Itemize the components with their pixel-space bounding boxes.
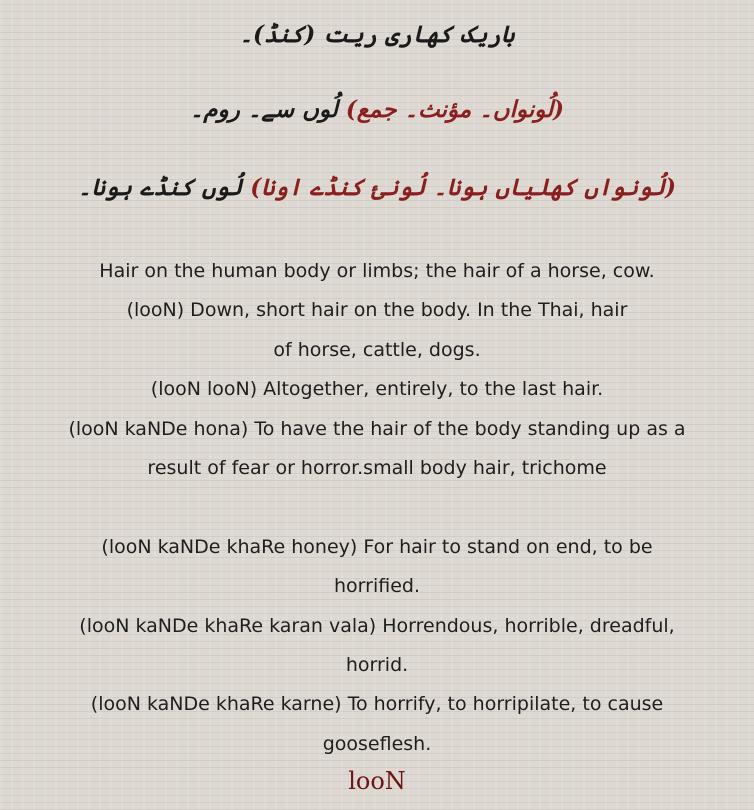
definition-line: result of fear or horror.small body hair, trichome <box>147 457 607 480</box>
definition-line: Hair on the human body or limbs; the hair of a horse, cow. <box>99 260 655 282</box>
definition-line: (looN kaNDe khaRe karne) To horrify, to horripilate, to cause <box>90 693 664 716</box>
urdu-grammar-note: (لُونواں۔ مؤنث۔ جمع) <box>345 96 565 123</box>
urdu-root-note: لُوں سے۔ روم۔ <box>189 96 338 123</box>
definition-line: (looN kaNDe khaRe karan vala) Horrendous, horrible, dreadful, <box>79 614 675 637</box>
urdu-heading-line-1 <box>0 20 754 50</box>
paragraph-gap <box>10 488 744 527</box>
urdu-idiom-variants: (لُونواں کھلیاں ہونا۔ لُونئ کنڈے اونا) <box>250 174 676 201</box>
definition-line: (looN) Down, short hair on the body. In the Thai, hair <box>126 299 628 322</box>
definition-line: horrified. <box>334 575 420 598</box>
definition-line: of horse, cattle, dogs. <box>273 338 481 361</box>
definition-line: horrid. <box>345 654 409 677</box>
urdu-idiom-meaning: لُوں کنڈے ہونا۔ <box>78 174 243 201</box>
definition-line: (looN kaNDe hona) To have the hair of the body standing up as a <box>68 417 686 440</box>
definition-line: gooseflesh. <box>322 732 432 755</box>
urdu-meaning-text: باریک کھاری ریت (کنڈ)۔ <box>239 21 515 48</box>
urdu-heading-line-3 <box>0 173 754 203</box>
headword-romanized: looN <box>348 767 406 795</box>
definition-line: (looN looN) Altogether, entirely, to the last hair. <box>150 378 604 401</box>
definition-line: (looN kaNDe khaRe honey) For hair to stand on end, to be <box>101 535 653 558</box>
urdu-heading-line-2 <box>0 95 754 125</box>
english-definitions <box>10 252 744 764</box>
